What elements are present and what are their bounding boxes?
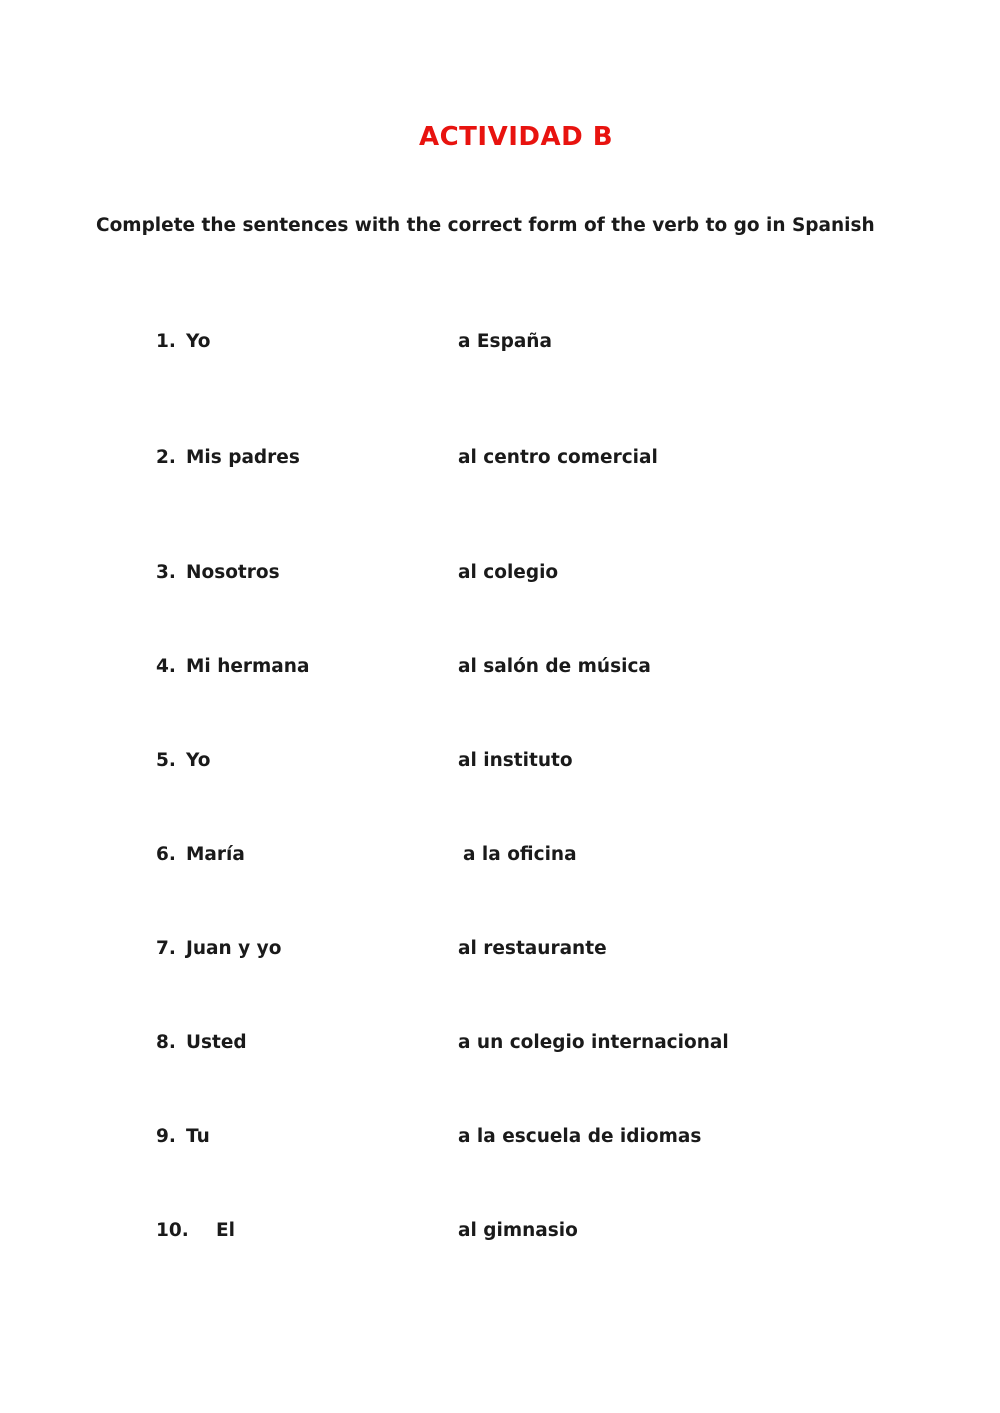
item-number: 9. bbox=[156, 1126, 176, 1147]
item-subject: Nosotros bbox=[186, 562, 280, 583]
item-destination: al restaurante bbox=[458, 938, 607, 959]
item-number: 8. bbox=[156, 1032, 176, 1053]
exercise-item bbox=[0, 1126, 1000, 1156]
exercise-item bbox=[0, 1220, 1000, 1250]
item-number: 3. bbox=[156, 562, 176, 583]
item-number: 2. bbox=[156, 447, 176, 468]
exercise-item bbox=[0, 938, 1000, 968]
exercise-item bbox=[0, 1032, 1000, 1062]
exercise-item bbox=[0, 750, 1000, 780]
item-number: 4. bbox=[156, 656, 176, 677]
item-destination: al instituto bbox=[458, 750, 573, 771]
item-destination: al salón de música bbox=[458, 656, 651, 677]
item-subject: Mi hermana bbox=[186, 656, 310, 677]
exercise-item bbox=[0, 331, 1000, 361]
item-subject: El bbox=[216, 1220, 235, 1241]
instruction-text: Complete the sentences with the correct form of the verb to go in Spanish bbox=[96, 215, 875, 236]
item-destination: al colegio bbox=[458, 562, 559, 583]
item-number: 10. bbox=[156, 1220, 189, 1241]
item-subject: Yo bbox=[186, 331, 211, 352]
item-subject: Yo bbox=[186, 750, 211, 771]
item-destination: a un colegio internacional bbox=[458, 1032, 729, 1053]
exercise-item bbox=[0, 844, 1000, 874]
page-title: ACTIVIDAD B bbox=[418, 122, 614, 152]
item-destination: a la oficina bbox=[463, 844, 577, 865]
item-number: 5. bbox=[156, 750, 176, 771]
exercise-item bbox=[0, 562, 1000, 592]
exercise-item bbox=[0, 656, 1000, 686]
item-number: 1. bbox=[156, 331, 176, 352]
item-subject: Mis padres bbox=[186, 447, 300, 468]
item-number: 7. bbox=[156, 938, 176, 959]
item-subject: Usted bbox=[186, 1032, 247, 1053]
item-number: 6. bbox=[156, 844, 176, 865]
item-subject: Tu bbox=[186, 1126, 210, 1147]
item-subject: María bbox=[186, 844, 245, 865]
item-destination: al gimnasio bbox=[458, 1220, 578, 1241]
item-destination: al centro comercial bbox=[458, 447, 658, 468]
item-destination: a la escuela de idiomas bbox=[458, 1126, 702, 1147]
exercise-item bbox=[0, 447, 1000, 477]
item-destination: a España bbox=[458, 331, 552, 352]
item-subject: Juan y yo bbox=[186, 938, 282, 959]
